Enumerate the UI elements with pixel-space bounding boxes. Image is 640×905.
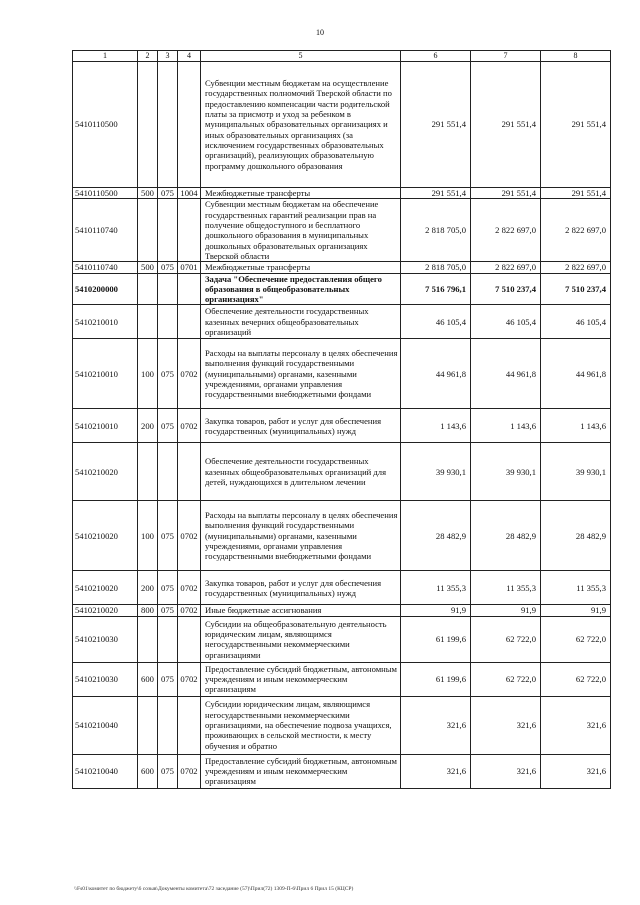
table-row [73,501,611,571]
code-cell: 5410210020 [73,571,138,605]
table-row [73,62,611,188]
amount-cell-8: 321,6 [541,754,611,788]
gr-cell: 075 [158,409,178,443]
vr-cell [138,616,158,662]
amount-cell-7: 62 722,0 [471,616,541,662]
vr-cell [138,273,158,305]
vr-cell [138,696,158,754]
description-cell: Предоставление субсидий бюджетным, автономным учреждениям и иным некоммерческим организациям [201,754,401,788]
amount-cell-6: 7 516 796,1 [401,273,471,305]
description-cell: Субсидии юридическим лицам, являющимся негосударственными некоммерческими организациями, на обеспечение подвоза учащихся, проживающих в сельской местности, к месту обучения и обратно [201,696,401,754]
amount-cell-6: 28 482,9 [401,501,471,571]
section-cell: 0702 [178,605,201,616]
amount-cell-6: 2 818 705,0 [401,199,471,262]
gr-cell [158,273,178,305]
amount-cell-8: 2 822 697,0 [541,199,611,262]
gr-cell: 075 [158,339,178,409]
amount-cell-8: 291 551,4 [541,188,611,199]
table-row [73,188,611,199]
section-cell [178,62,201,188]
amount-cell-7: 1 143,6 [471,409,541,443]
amount-cell-8: 39 930,1 [541,443,611,501]
code-cell: 5410210030 [73,662,138,696]
gr-cell [158,443,178,501]
description-cell: Задача "Обеспечение предоставления общего образования в общеобразовательных организациях" [201,273,401,305]
description-cell: Субвенции местным бюджетам на осуществление государственных полномочий Тверской области по предоставлению компенсации части родительской платы за присмотр и уход за ребенком в муниципальных образовательных организациях и иных образовательных организациях (за исключением государственных образовательных организаций), реализующих образовательную программу дошкольного образования [201,62,401,188]
amount-cell-6: 11 355,3 [401,571,471,605]
gr-cell: 075 [158,571,178,605]
amount-cell-7: 2 822 697,0 [471,199,541,262]
amount-cell-6: 291 551,4 [401,62,471,188]
amount-cell-7: 291 551,4 [471,62,541,188]
amount-cell-8: 46 105,4 [541,305,611,339]
section-cell: 0702 [178,662,201,696]
section-cell: 0701 [178,262,201,273]
footer-file-path: \\Fs01\комитет по бюджету\6 созыв\Документы комитета\72 заседание (57)\Прил(72) 1309-П-6\Прил 6 Прил 15 (КЦСР) [74,886,354,892]
section-cell: 0702 [178,339,201,409]
vr-cell: 200 [138,409,158,443]
amount-cell-7: 321,6 [471,696,541,754]
code-cell: 5410210020 [73,443,138,501]
budget-table [72,50,611,789]
description-cell: Межбюджетные трансферты [201,262,401,273]
amount-cell-8: 7 510 237,4 [541,273,611,305]
code-cell: 5410110740 [73,262,138,273]
section-cell [178,273,201,305]
amount-cell-6: 91,9 [401,605,471,616]
amount-cell-8: 62 722,0 [541,662,611,696]
section-cell [178,199,201,262]
code-cell: 5410210030 [73,616,138,662]
code-cell: 5410210010 [73,305,138,339]
section-cell [178,305,201,339]
code-cell: 5410210010 [73,339,138,409]
page-number: 10 [316,28,324,37]
gr-cell: 075 [158,188,178,199]
description-cell: Субвенции местным бюджетам на обеспечение государственных гарантий реализации прав на получение общедоступного и бесплатного дошкольного образования в муниципальных дошкольных образовательных организациях Тверской области [201,199,401,262]
table-row [73,754,611,788]
gr-cell [158,616,178,662]
vr-cell: 600 [138,662,158,696]
vr-cell: 600 [138,754,158,788]
code-cell: 5410210040 [73,754,138,788]
amount-cell-7: 44 961,8 [471,339,541,409]
amount-cell-8: 1 143,6 [541,409,611,443]
section-cell [178,443,201,501]
column-header: 8 [541,51,611,62]
table-row [73,443,611,501]
gr-cell [158,696,178,754]
description-cell: Предоставление субсидий бюджетным, автономным учреждениям и иным некоммерческим организациям [201,662,401,696]
amount-cell-7: 2 822 697,0 [471,262,541,273]
vr-cell: 100 [138,501,158,571]
amount-cell-7: 291 551,4 [471,188,541,199]
gr-cell: 075 [158,662,178,696]
section-cell: 0702 [178,571,201,605]
description-cell: Иные бюджетные ассигнования [201,605,401,616]
column-header: 7 [471,51,541,62]
amount-cell-7: 62 722,0 [471,662,541,696]
table-row [73,605,611,616]
gr-cell: 075 [158,754,178,788]
amount-cell-8: 28 482,9 [541,501,611,571]
vr-cell [138,443,158,501]
amount-cell-6: 291 551,4 [401,188,471,199]
table-row [73,305,611,339]
amount-cell-7: 11 355,3 [471,571,541,605]
column-header: 3 [158,51,178,62]
vr-cell: 200 [138,571,158,605]
column-header: 1 [73,51,138,62]
section-cell [178,616,201,662]
table-row [73,696,611,754]
section-cell: 1004 [178,188,201,199]
description-cell: Межбюджетные трансферты [201,188,401,199]
table-row [73,199,611,262]
amount-cell-6: 61 199,6 [401,616,471,662]
vr-cell [138,199,158,262]
amount-cell-6: 1 143,6 [401,409,471,443]
column-header: 2 [138,51,158,62]
amount-cell-8: 91,9 [541,605,611,616]
amount-cell-8: 2 822 697,0 [541,262,611,273]
description-cell: Обеспечение деятельности государственных казенных общеобразовательных организаций для детей, нуждающихся в длительном лечении [201,443,401,501]
gr-cell: 075 [158,501,178,571]
amount-cell-6: 321,6 [401,696,471,754]
amount-cell-7: 91,9 [471,605,541,616]
amount-cell-7: 321,6 [471,754,541,788]
amount-cell-8: 291 551,4 [541,62,611,188]
amount-cell-7: 7 510 237,4 [471,273,541,305]
description-cell: Расходы на выплаты персоналу в целях обеспечения выполнения функций государственными (муниципальными) органами, казенными учреждениями, органами управления государственными внебюджетными фондами [201,339,401,409]
amount-cell-7: 28 482,9 [471,501,541,571]
description-cell: Расходы на выплаты персоналу в целях обеспечения выполнения функций государственными (муниципальными) органами, казенными учреждениями, органами управления государственными внебюджетными фондами [201,501,401,571]
code-cell: 5410110500 [73,188,138,199]
amount-cell-6: 321,6 [401,754,471,788]
gr-cell [158,199,178,262]
code-cell: 5410210020 [73,605,138,616]
vr-cell: 800 [138,605,158,616]
description-cell: Субсидии на общеобразовательную деятельность юридическим лицам, являющимся негосударственными некоммерческими организациями [201,616,401,662]
table-row [73,571,611,605]
code-cell: 5410210040 [73,696,138,754]
section-cell: 0702 [178,409,201,443]
vr-cell [138,305,158,339]
code-cell: 5410210020 [73,501,138,571]
table-row [73,409,611,443]
column-header: 6 [401,51,471,62]
vr-cell: 500 [138,188,158,199]
table-row [73,662,611,696]
gr-cell: 075 [158,262,178,273]
section-cell: 0702 [178,501,201,571]
amount-cell-6: 2 818 705,0 [401,262,471,273]
section-cell: 0702 [178,754,201,788]
amount-cell-8: 62 722,0 [541,616,611,662]
code-cell: 5410210010 [73,409,138,443]
gr-cell: 075 [158,605,178,616]
amount-cell-6: 61 199,6 [401,662,471,696]
vr-cell: 500 [138,262,158,273]
code-cell: 5410110740 [73,199,138,262]
column-header: 5 [201,51,401,62]
section-cell [178,696,201,754]
column-number-row [73,51,611,62]
amount-cell-8: 44 961,8 [541,339,611,409]
vr-cell: 100 [138,339,158,409]
column-header: 4 [178,51,201,62]
amount-cell-8: 321,6 [541,696,611,754]
amount-cell-6: 46 105,4 [401,305,471,339]
table-row [73,262,611,273]
gr-cell [158,305,178,339]
amount-cell-7: 46 105,4 [471,305,541,339]
code-cell: 5410200000 [73,273,138,305]
amount-cell-6: 44 961,8 [401,339,471,409]
amount-cell-7: 39 930,1 [471,443,541,501]
amount-cell-6: 39 930,1 [401,443,471,501]
code-cell: 5410110500 [73,62,138,188]
gr-cell [158,62,178,188]
table-row [73,273,611,305]
vr-cell [138,62,158,188]
description-cell: Обеспечение деятельности государственных казенных вечерних общеобразовательных организаций [201,305,401,339]
description-cell: Закупка товаров, работ и услуг для обеспечения государственных (муниципальных) нужд [201,409,401,443]
table-row [73,339,611,409]
description-cell: Закупка товаров, работ и услуг для обеспечения государственных (муниципальных) нужд [201,571,401,605]
table-row [73,616,611,662]
amount-cell-8: 11 355,3 [541,571,611,605]
